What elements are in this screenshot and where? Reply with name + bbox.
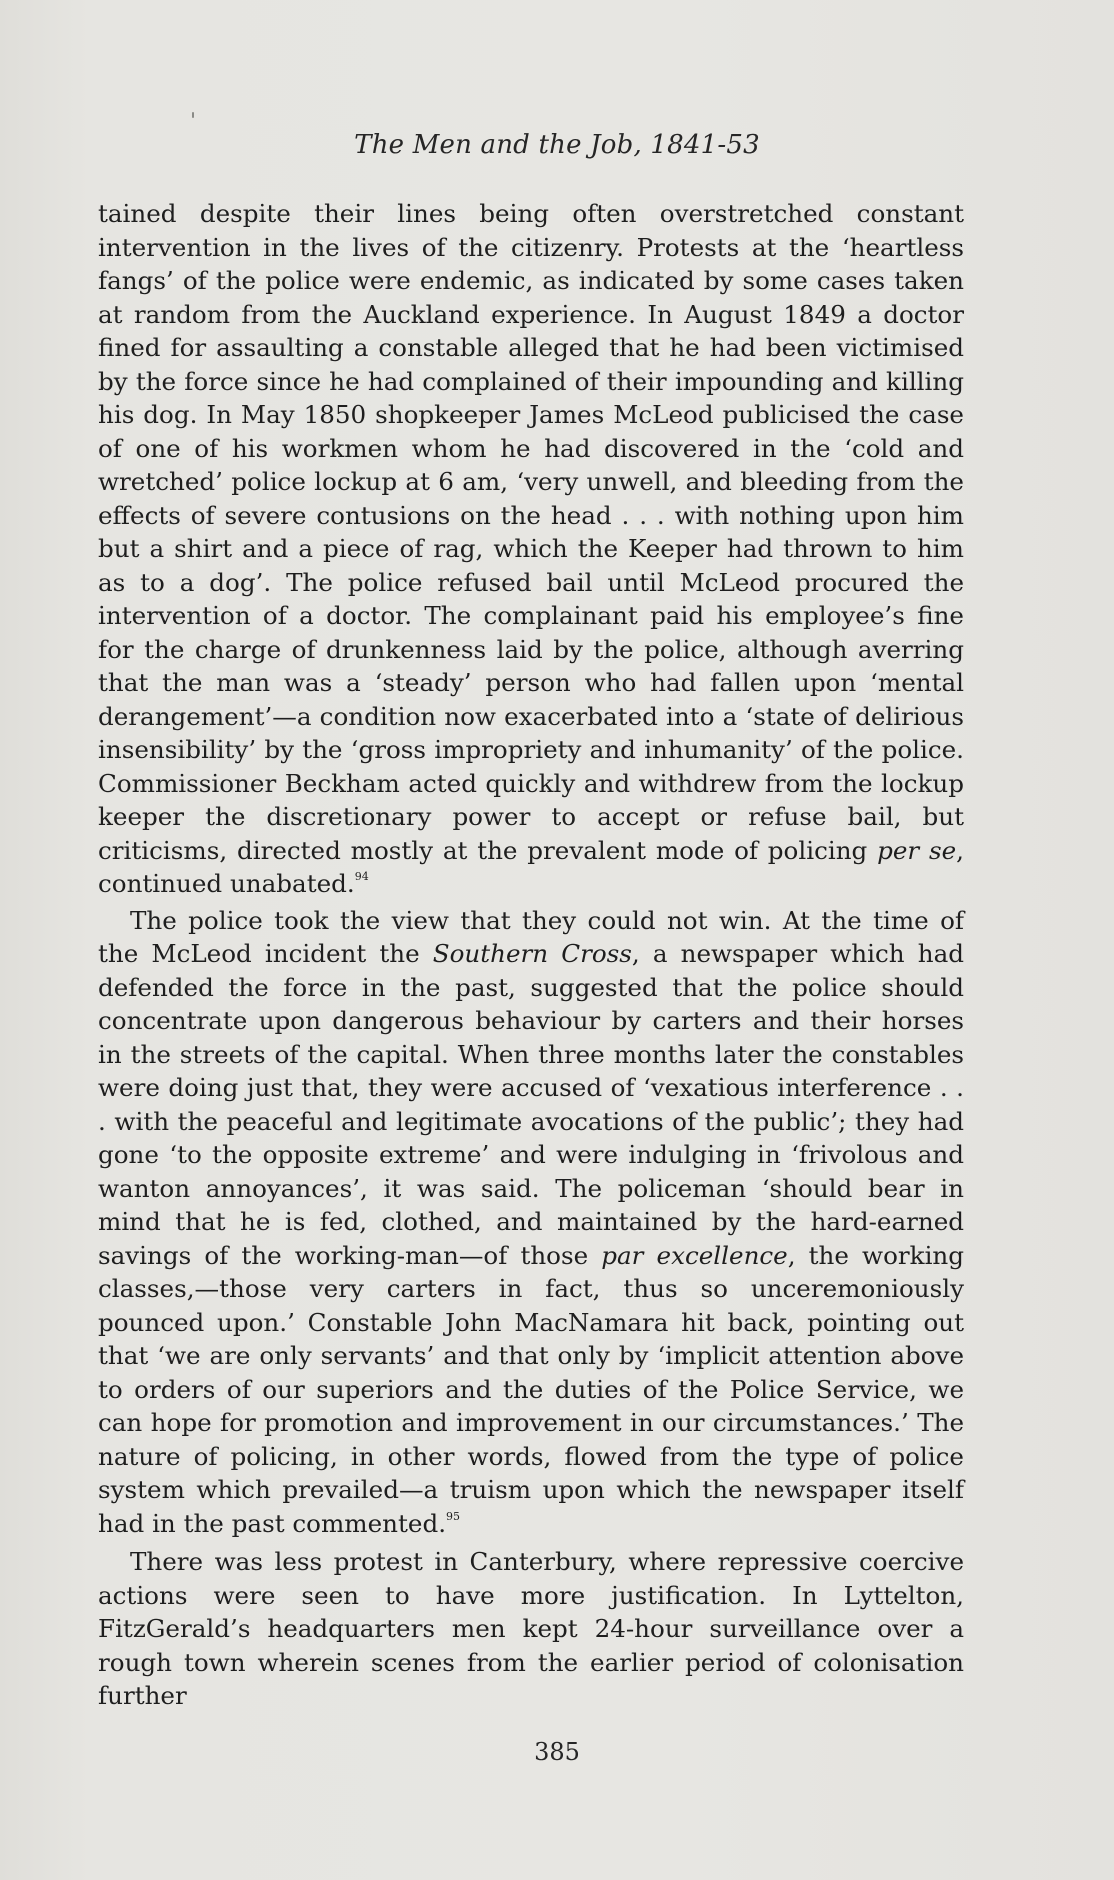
page-number: 385 xyxy=(534,1738,580,1766)
scan-speck xyxy=(192,112,194,118)
text-run: There was less protest in Canterbury, where repressive coercive actions were seen to have more justification. In Lyttelton, FitzGerald’s headquarters men kept 24-hour surveillance over a rough town wherein scenes from the earlier period of colonisation further xyxy=(98,1547,964,1710)
paragraph-3 xyxy=(98,1545,964,1713)
text-run: The police took the view that they could not win. At the time of the McLeod incident the xyxy=(98,905,964,968)
italic-text: Southern Cross xyxy=(432,939,632,968)
text-run: , continued unabated. xyxy=(98,835,964,898)
paragraph-1 xyxy=(98,197,964,901)
running-head: The Men and the Job, 1841-53 xyxy=(354,130,760,160)
italic-text: par excellence xyxy=(601,1240,788,1270)
text-run: , a newspaper which had defended the force in the past, suggested that the police should concentrate upon dangerous behaviour by carters and their horses in the streets of the capital. When three months later the constables were doing just that, they were accused of ‘vexatious interference . . . with the peaceful and legitimate avocations of the public’; they had gone ‘to the opposite extreme’ and were indulging in ‘frivolous and wanton annoyances’, it was said. The policeman ‘should bear in mind that he is fed, clothed, and maintained by the hard-earned savings of the working-man—of those xyxy=(98,939,964,1270)
footnote-ref: 94 xyxy=(354,870,369,883)
italic-text: per se xyxy=(877,835,957,865)
text-run: , the working classes,—those very carters in fact, thus so unceremoniously pounced upon.’ Constable John MacNamara hit back, pointing out that ‘we are only servants’ and that only by ‘implicit attention above to orders of our superiors and the duties of the Police Service, we can hope for promotion and improvement in our circumstances.’ The nature of policing, in other words, flowed from the type of police system which prevailed—a truism upon which the newspaper itself had in the past commented. xyxy=(98,1240,965,1538)
paragraph-2 xyxy=(98,904,964,1541)
body-text xyxy=(98,197,964,1713)
footnote-ref: 95 xyxy=(446,1509,461,1523)
text-run: tained despite their lines being often overstretched constant intervention in the lives of the citizenry. Protests at the ‘heartless fangs’ of the police were endemic, as indicated by some cases taken at random from the Auckland experience. In August 1849 a doctor fined for assaulting a constable alleged that he had been victimised by the force since he had complained of their impounding and killing his dog. In May 1850 shopkeeper James McLeod publicised the case of one of his workmen whom he had discovered in the ‘cold and wretched’ police lockup at 6 am, ‘very unwell, and bleeding from the effects of severe contusions on the head . . . with nothing upon him but a shirt and a piece of rag, which the Keeper had thrown to him as to a dog’. The police refused bail until McLeod procured the intervention of a doctor. The complainant paid his employee’s fine for the charge of drunkenness laid by the police, although averring that the man was a ‘steady’ person who had fallen upon ‘mental derangement’—a condition now exacerbated into a ‘state of delirious insensibility’ by the ‘gross impropriety and inhumanity’ of the police. Commissioner Beckham acted quickly and withdrew from the lockup keeper the discretionary power to accept or refuse bail, but criticisms, directed mostly at the prevalent mode of policing xyxy=(98,199,964,865)
